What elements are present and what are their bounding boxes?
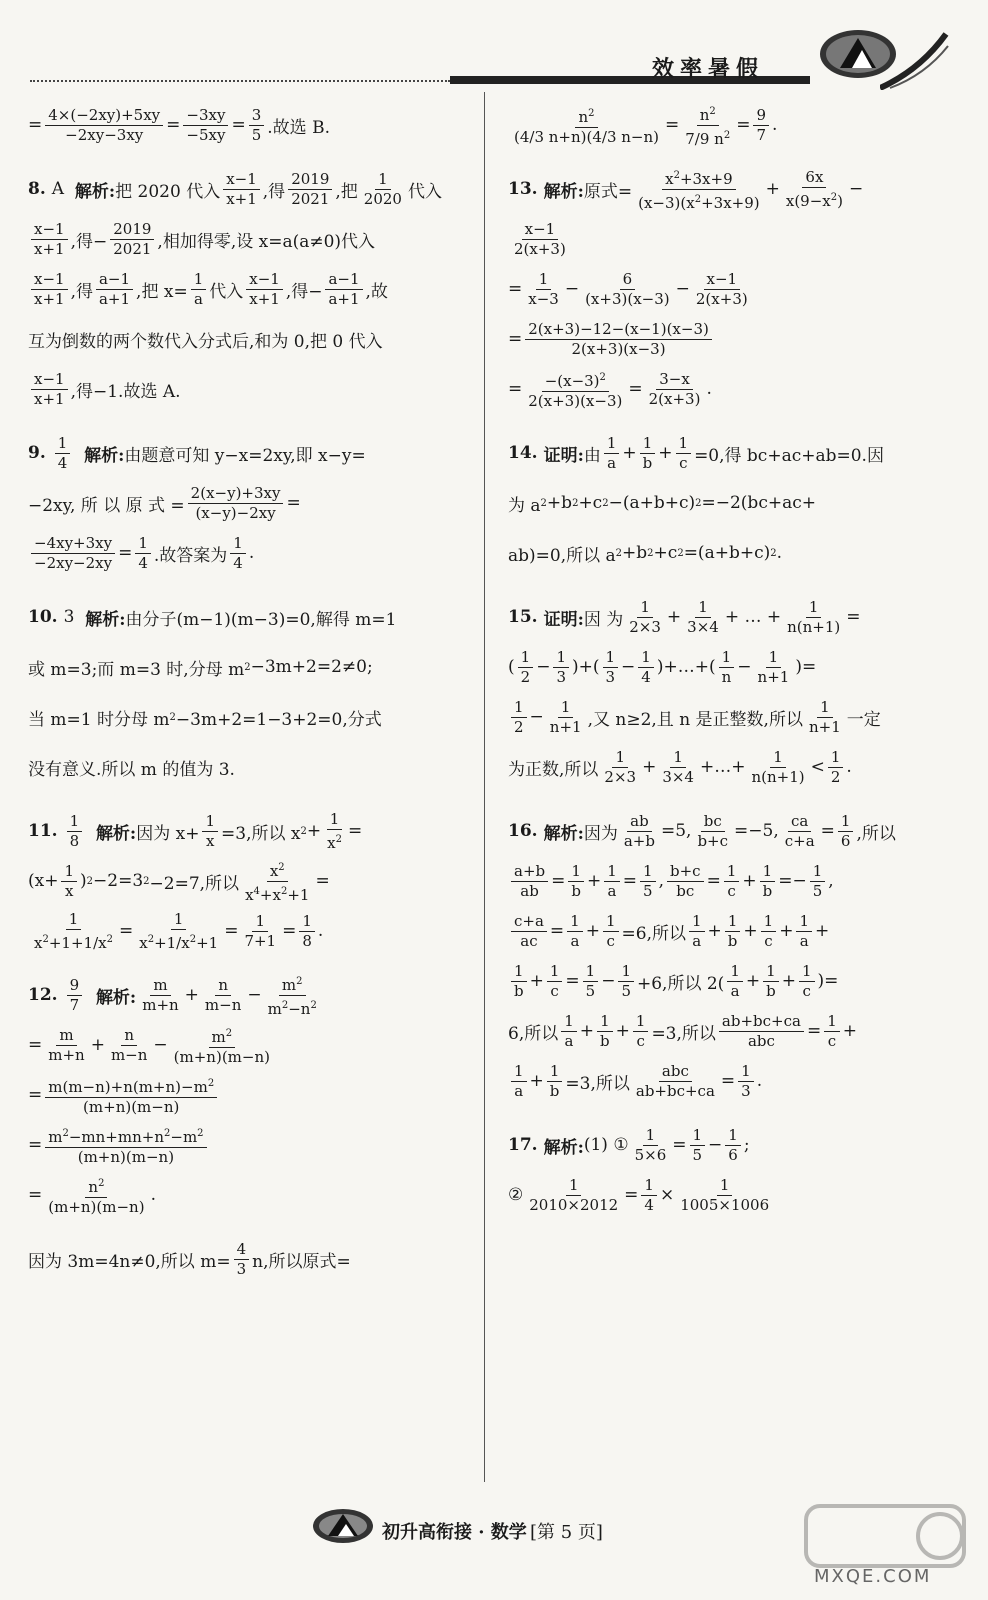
solution-line: = $\frac{2(x+3)-12-(x-1)(x-3)}{2(x+3)(x-3)}$ [508, 314, 928, 364]
solution-line: $\frac{1}{x^2+1+1/x^2}$ = $\frac{1}{x^2+1/x^2+1}$ = $\frac{1}{7+1}$ = $\frac{1}{8}$ . [34, 909, 324, 952]
solution-line: 14. 证明: 由 $\frac{1}{a}$ + $\frac{1}{b}$ + $\frac{1}{c}$ =0,得 bc+ac+ab=0.因 [508, 433, 884, 472]
line-gap [28, 792, 458, 806]
line-gap [28, 956, 458, 970]
solution-line: = $\frac{n^2}{(m+n)(m-n)}$ . [28, 1170, 458, 1220]
footer-page-number: [第 5 页] [530, 1522, 603, 1543]
solution-line: −2xy, 所 以 原 式 = $\frac{2(x-y)+3xy}{(x-y)-2xy}$ = [28, 483, 301, 522]
solution-line: $\frac{a+b}{ab}$ = $\frac{1}{b}$ + $\frac{1}{a}$ = $\frac{1}{5}$ , $\frac{b+c}{bc}$ = $\frac{1}{c}$ + $\frac{1}{b}$ =− $\frac{1}{5}$ , [508, 856, 928, 906]
left-column [28, 100, 458, 1284]
solution-line: $\frac{x-1}{x+1}$ ,得− $\frac{2019}{2021}$ ,相加得零,设 x=a(a≠0)代入 [28, 214, 458, 264]
solution-line: $\frac{c+a}{ac}$ = $\frac{1}{a}$ + $\frac{1}{c}$ =6,所以 $\frac{1}{a}$ + $\frac{1}{b}$ + $\frac{1}{c}$ + $\frac{1}{a}$ + [508, 906, 928, 956]
solution-line: = $\frac{1}{x-3}$ − $\frac{6}{(x+3)(x-3)}$ − $\frac{x-1}{2(x+3)}$ [508, 269, 748, 308]
column-divider [484, 92, 485, 1482]
solution-line: 互为倒数的两个数代入分式后,和为 0,把 0 代入 [28, 331, 383, 352]
solution-line: 因为 3m=4n≠0,所以 m= $\frac{4}{3}$ n,所以原式= [28, 1239, 351, 1278]
line-gap [28, 578, 458, 592]
line-gap [508, 150, 928, 164]
solution-line: $\frac{1}{2}$ − $\frac{1}{n+1}$ ,又 n≥2,且 n 是正整数,所以 $\frac{1}{n+1}$ 一定 [508, 692, 928, 742]
line-gap [508, 414, 928, 428]
solution-line: = $\frac{m}{m+n}$ + $\frac{n}{m-n}$ − $\frac{m^2}{(m+n)(m-n)}$ [28, 1025, 270, 1066]
solution-line: 16. 解析: 因为 $\frac{ab}{a+b}$ =5, $\frac{bc}{b+c}$ =−5, $\frac{ca}{c+a}$ = $\frac{1}{6}$ ,所以 [508, 811, 896, 850]
solution-line: $\frac{1}{a}$ + $\frac{1}{b}$ =3,所以 $\frac{\text{abc}}{ab+bc+ca}$ = $\frac{1}{3}$ . [508, 1056, 928, 1106]
page-header [0, 0, 988, 92]
line-gap [28, 1220, 458, 1234]
solution-line: 没有意义.所以 m 的值为 3. [28, 759, 235, 780]
solution-line: ( $\frac{1}{2}$ − $\frac{1}{3}$ )+( $\frac{1}{3}$ − $\frac{1}{4}$ )+…+( $\frac{1}{n}$ − $\frac{1}{n+1}$ )= [508, 647, 817, 686]
solution-line: 为 a 2 +b 2 +c 2 −(a+b+c) 2 =−2(bc+ac+ [508, 493, 816, 516]
solution-line: 17. 解析: (1) ① $\frac{1}{5\times 6}$ = $\frac{1}{5}$ − $\frac{1}{6}$ ; [508, 1125, 750, 1164]
footer-mountain-logo-icon [312, 1508, 374, 1544]
line-gap [508, 1106, 928, 1120]
solution-line: 或 m=3;而 m=3 时,分母 m 2 −3m+2=2≠0; [28, 657, 373, 680]
solution-line: $\frac{1}{b}$ + $\frac{1}{c}$ = $\frac{1}{5}$ − $\frac{1}{5}$ +6,所以 2( $\frac{1}{a}$ + $\frac{1}{b}$ + $\frac{1}{c}$ )= [508, 956, 928, 1006]
solution-line: 15. 证明: 因 为 $\frac{1}{2\times 3}$ + $\frac{1}{3\times 4}$ + … + $\frac{1}{n(n+1)}$ = [508, 597, 861, 636]
solution-line: = $\frac{m(m-n)+n(m+n)-m^2}{(m+n)(m-n)}$ [28, 1070, 458, 1120]
line-gap [508, 578, 928, 592]
solution-line: $\frac{n^2}{(4/3 n+n)(4/3 n-n)}$ = $\frac{n^2}{7/9 n^2}$ = $\frac{9}{7}$ . [508, 100, 928, 150]
footer-book-title: 初升高衔接 · 数学 [382, 1522, 527, 1543]
solution-line: 9. $\frac{1}{4}$ 解析: 由题意可知 y−x=2xy,即 x−y= [28, 433, 366, 472]
solution-line: 12. $\frac{9}{7}$ 解析: $\frac{m}{m+n}$ + $\frac{n}{m-n}$ − $\frac{m^2}{m^2-n^2}$ [28, 970, 458, 1020]
right-column [508, 100, 928, 1220]
solution-line: $\frac{-4xy+3xy}{-2xy-2xy}$ = $\frac{1}{4}$ .故答案为 $\frac{1}{4}$ . [28, 528, 458, 578]
solution-line: 13. 解析: 原式= $\frac{x^2+3x+9}{(x-3)(x^2+3x+9)}$ + $\frac{6x}{x(9-x^2)}$ − [508, 167, 864, 212]
line-gap [28, 414, 458, 428]
solution-line: 10. 3 解析: 由分子(m−1)(m−3)=0,解得 m=1 [28, 607, 397, 630]
header-title: 效率暑假 [652, 56, 765, 82]
solution-line: 6,所以 $\frac{1}{a}$ + $\frac{1}{b}$ + $\frac{1}{c}$ =3,所以 $\frac{ab+bc+ca}{\text{abc}}$ = $\frac{1}{c}$ + [508, 1011, 857, 1050]
solution-line: = $\frac{-(x-3)^2}{2(x+3)(x-3)}$ = $\frac{3-x}{2(x+3)}$ . [508, 369, 712, 410]
solution-line: $\frac{x-1}{x+1}$ ,得 $\frac{a-1}{a+1}$ ,把 x= $\frac{1}{a}$ 代入 $\frac{x-1}{x+1}$ ,得− $\frac{a-1}{a+1}$ ,故 [28, 264, 458, 314]
swoosh-decoration-icon [880, 30, 950, 90]
solution-line: (x+ $\frac{1}{x}$ ) 2 −2=3 2 −2=7,所以 $\frac{x^2}{x^4+x^2+1}$ = [28, 856, 458, 906]
line-gap [508, 792, 928, 806]
solution-line: = $\frac{m^2-mn+mn+n^2-m^2}{(m+n)(m-n)}$ [28, 1120, 458, 1170]
watermark-text: MXQE.COM [814, 1566, 932, 1587]
solution-line: ab)=0,所以 a 2 +b 2 +c 2 =(a+b+c) 2 . [508, 543, 783, 566]
solution-line: 8. A 解析: 把 2020 代入 $\frac{x-1}{x+1}$ ,得 $\frac{2019}{2021}$ ,把 $\frac{1}{2020}$ 代入 [28, 169, 442, 208]
solution-line: = $\frac{4\times(-2xy)+5xy}{-2xy-3xy}$ = $\frac{-3xy}{-5xy}$ = $\frac{3}{5}$ .故选 B. [28, 105, 330, 144]
solution-line: 为正数,所以 $\frac{1}{2\times 3}$ + $\frac{1}{3\times 4}$ +…+ $\frac{1}{n(n+1)}$ < $\frac{1}{2}$ . [508, 747, 852, 786]
line-gap [28, 150, 458, 164]
solution-line: $\frac{x-1}{x+1}$ ,得−1.故选 A. [28, 364, 458, 414]
header-dotted-rule [30, 80, 450, 82]
solution-line: 当 m=1 时分母 m 2 −3m+2=1−3+2=0,分式 [28, 709, 382, 730]
solution-line: ② $\frac{1}{2010\times 2012}$ = $\frac{1}{4}$ × $\frac{1}{1005\times 1006}$ [508, 1175, 770, 1214]
solution-line: 11. $\frac{1}{8}$ 解析: 因为 x+ $\frac{1}{x}$ =3,所以 x 2 + $\frac{1}{x^2}$ = [28, 809, 363, 852]
solution-line: $\frac{x-1}{2(x+3)}$ [514, 219, 566, 258]
